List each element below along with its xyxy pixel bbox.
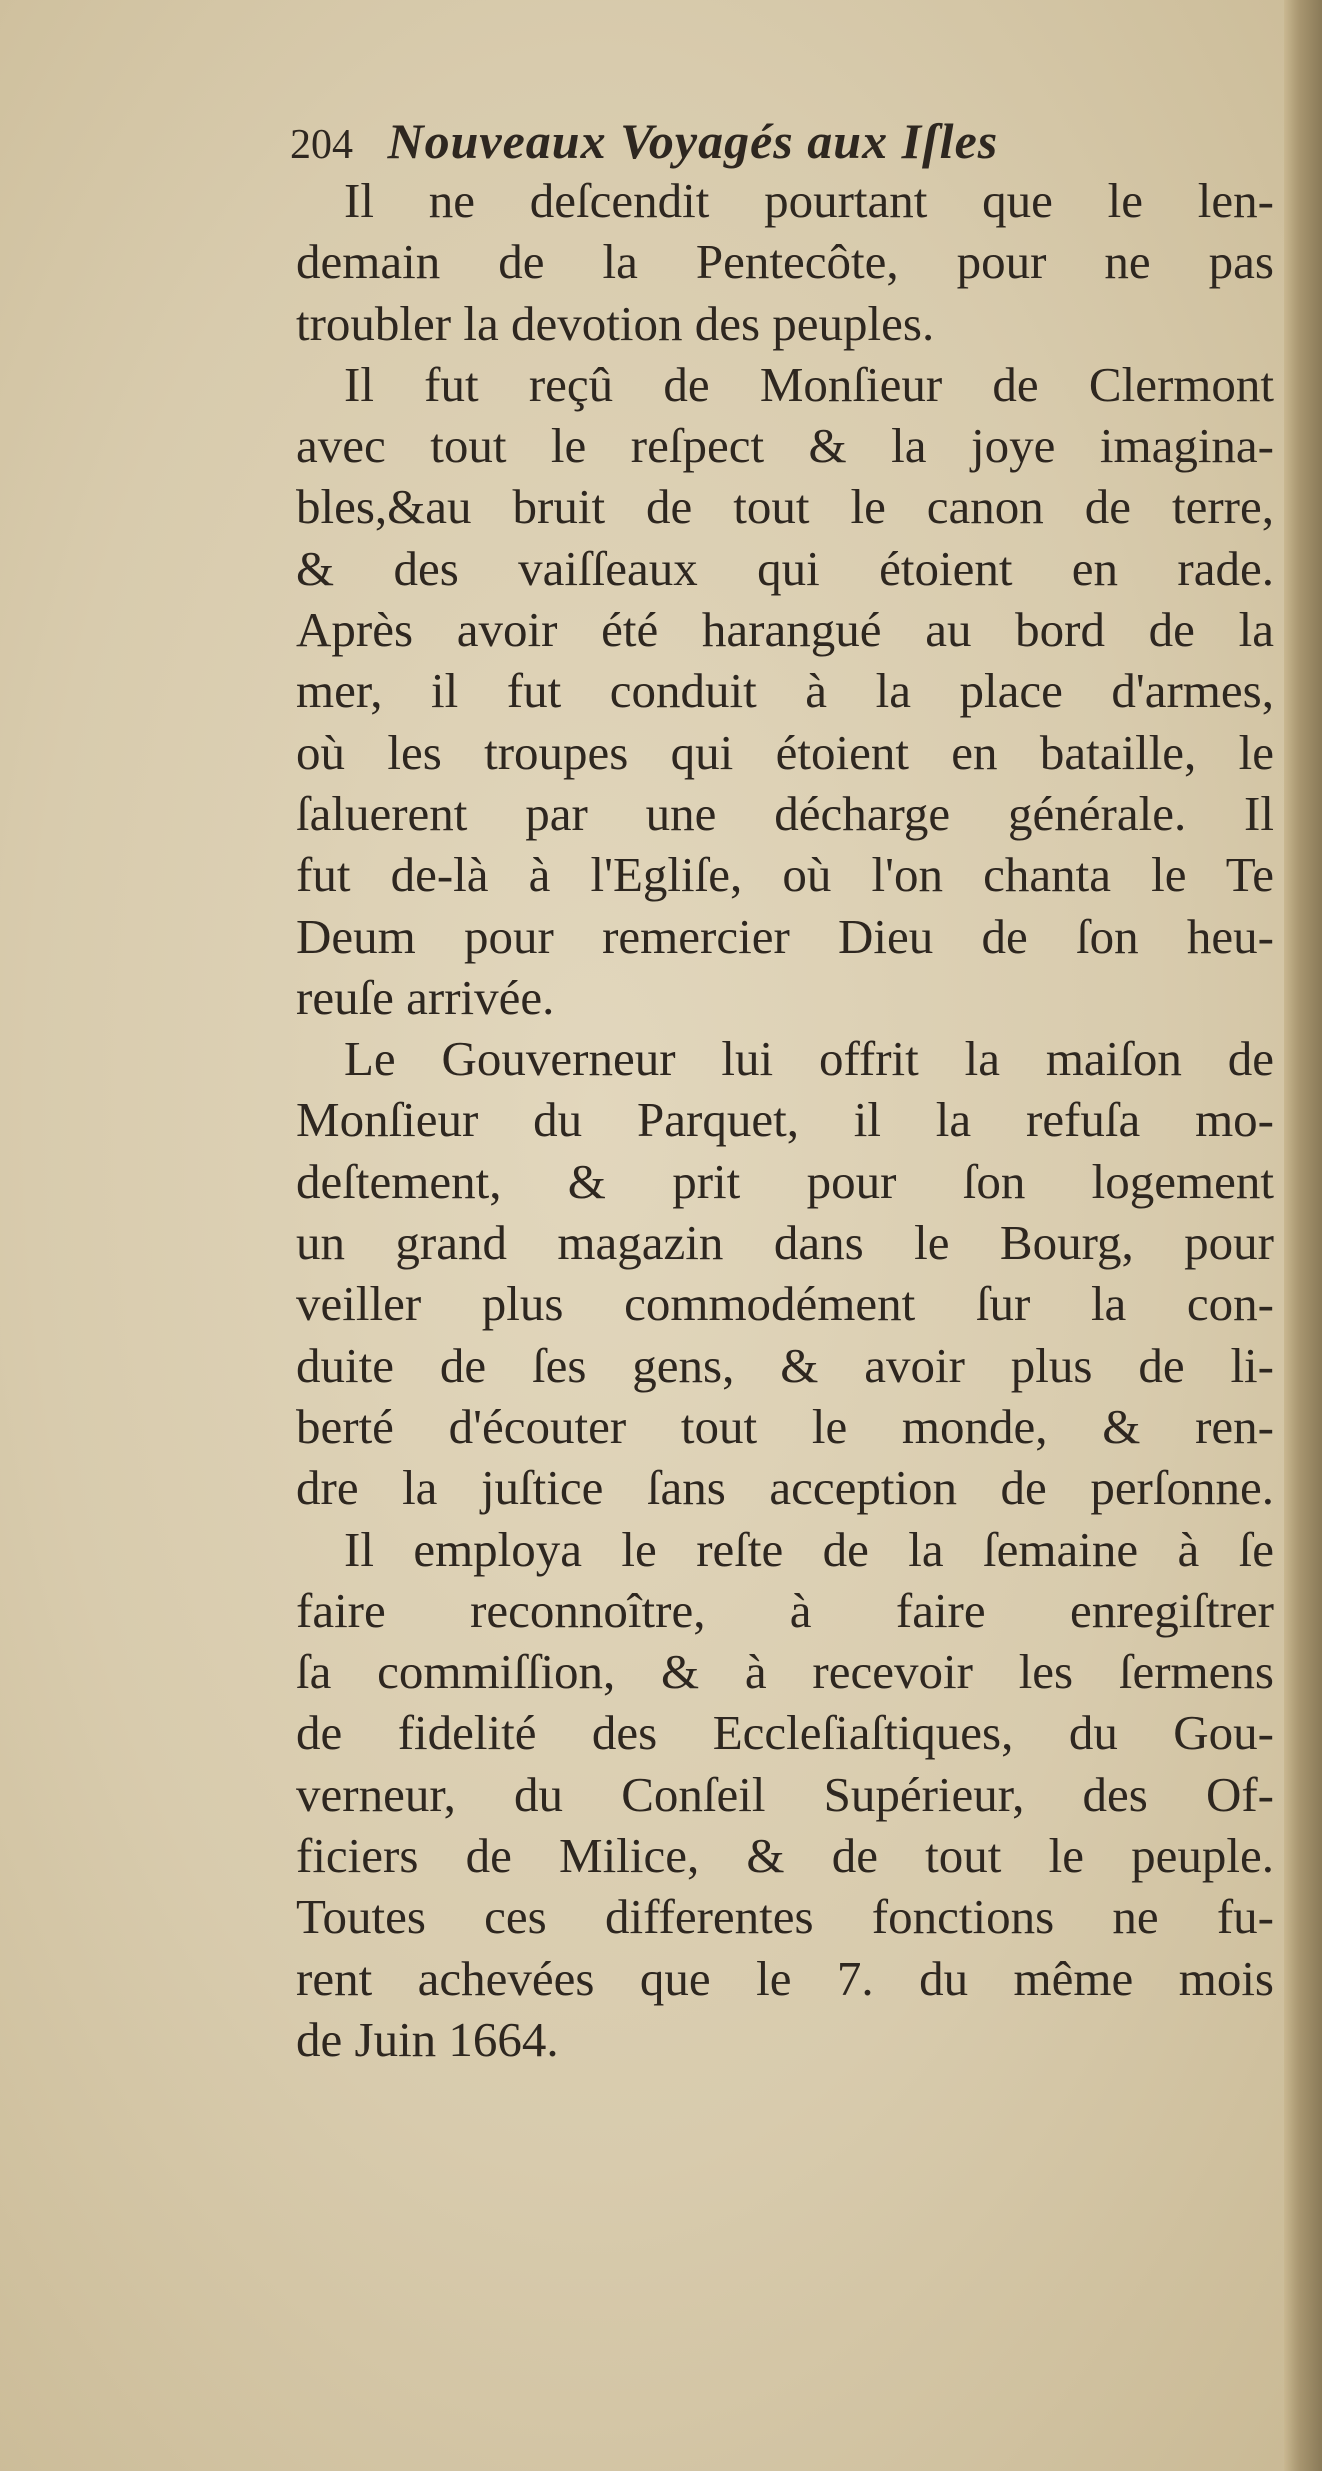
text-line: rent achevées que le 7. du même mois bbox=[296, 1950, 1274, 2006]
text-line: Il ne deſcendit pourtant que le len- bbox=[344, 173, 1274, 228]
running-title: Nouveaux Voyagés aux Iſles bbox=[387, 113, 999, 169]
text-line: ſaluerent par une décharge générale. Il bbox=[296, 785, 1274, 841]
text-line: verneur, du Conſeil Supérieur, des Of- bbox=[296, 1766, 1274, 1822]
text-line: Toutes ces differentes fonctions ne fu- bbox=[296, 1889, 1274, 1945]
page-header bbox=[290, 112, 998, 170]
text-line: duite de ſes gens, & avoir plus de li- bbox=[296, 1337, 1274, 1393]
text-line: dre la juſtice ſans acception de perſonne. bbox=[296, 1460, 1274, 1516]
text-line: deſtement, & prit pour ſon logement bbox=[296, 1153, 1274, 1209]
text-line: Il employa le reſte de la ſemaine à ſe bbox=[344, 1521, 1274, 1577]
text-line: ſa commiſſion, & à recevoir les ſermens bbox=[296, 1644, 1274, 1700]
text-line: ficiers de Milice, & de tout le peuple. bbox=[296, 1828, 1274, 1884]
text-line: reuſe arrivée. bbox=[296, 969, 555, 1025]
text-line: troubler la devotion des peuples. bbox=[296, 295, 935, 351]
text-line: Il fut reçû de Monſieur de Clermont bbox=[344, 356, 1274, 412]
text-line: berté d'écouter tout le monde, & ren- bbox=[296, 1398, 1274, 1454]
text-line: où les troupes qui étoient en bataille, le bbox=[296, 724, 1274, 780]
body-text bbox=[296, 170, 1274, 2070]
text-line: Le Gouverneur lui offrit la maiſon de bbox=[344, 1031, 1274, 1087]
text-line: & des vaiſſeaux qui étoient en rade. bbox=[296, 540, 1274, 596]
page-edge-shadow bbox=[1284, 0, 1322, 2471]
text-line: mer, il fut conduit à la place d'armes, bbox=[296, 663, 1274, 719]
text-line: veiller plus commodément ſur la con- bbox=[296, 1276, 1274, 1332]
text-line: de fidelité des Eccleſiaſtiques, du Gou- bbox=[296, 1705, 1274, 1761]
text-line: un grand magazin dans le Bourg, pour bbox=[296, 1215, 1274, 1271]
text-line: faire reconnoître, à faire enregiſtrer bbox=[296, 1582, 1274, 1638]
text-line: de Juin 1664. bbox=[296, 2011, 559, 2067]
text-line: Monſieur du Parquet, il la refuſa mo- bbox=[296, 1092, 1274, 1148]
page-number: 204 bbox=[290, 122, 353, 168]
text-line: bles,&au bruit de tout le canon de terre, bbox=[296, 479, 1274, 535]
text-line: Deum pour remercier Dieu de ſon heu- bbox=[296, 908, 1274, 964]
text-line: demain de la Pentecôte, pour ne pas bbox=[296, 234, 1274, 290]
text-line: fut de-là à l'Egliſe, où l'on chanta le Te bbox=[296, 847, 1274, 903]
text-line: Après avoir été harangué au bord de la bbox=[296, 602, 1274, 658]
text-line: avec tout le reſpect & la joye imagina- bbox=[296, 418, 1274, 474]
